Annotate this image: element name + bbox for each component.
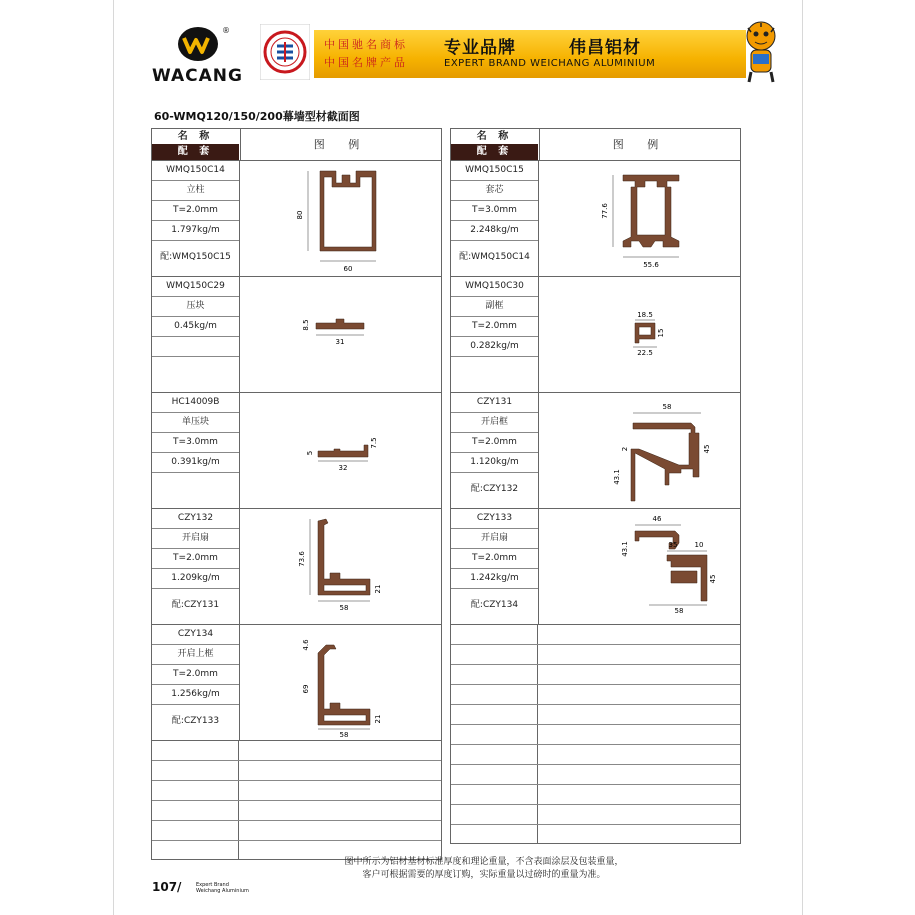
profile-row bbox=[152, 625, 441, 741]
profile-thickness: T=2.0mm bbox=[152, 549, 239, 569]
dim-label: 21 bbox=[374, 584, 382, 594]
empty-row bbox=[451, 825, 740, 843]
header-name: 名 称 bbox=[177, 131, 214, 142]
profile-figure bbox=[240, 277, 441, 392]
footnote-line2: 客户可根据需要的厚度订购，实际重量以过磅时的重量为准。 bbox=[362, 870, 606, 880]
profile-weight: 2.248kg/m bbox=[451, 221, 538, 241]
profile-type: 单压块 bbox=[152, 413, 239, 433]
dim-label: 45 bbox=[709, 574, 717, 584]
tiger-mascot-icon bbox=[736, 18, 786, 84]
dim-label: 73.6 bbox=[298, 551, 306, 567]
profile-figure bbox=[539, 393, 740, 508]
empty-row bbox=[152, 781, 441, 801]
profile-weight: 1.209kg/m bbox=[152, 569, 239, 589]
dim-label: 69 bbox=[302, 684, 310, 694]
empty-row bbox=[451, 725, 740, 745]
dim-label: 31 bbox=[335, 338, 345, 346]
dim-label: 22.5 bbox=[637, 349, 653, 357]
dim-label: 43.1 bbox=[621, 541, 629, 557]
profile-thickness: T=2.0mm bbox=[152, 201, 239, 221]
dim-label: 21 bbox=[374, 714, 382, 724]
profile-type: 开启上框 bbox=[152, 645, 239, 665]
profile-shape bbox=[318, 645, 370, 725]
dim-label: 18.5 bbox=[637, 311, 653, 319]
empty-row bbox=[451, 745, 740, 765]
dim-label: 58 bbox=[339, 604, 349, 612]
dim-label: 35 bbox=[668, 541, 678, 549]
profile-match: 配:CZY131 bbox=[171, 600, 220, 610]
profile-weight: 1.120kg/m bbox=[451, 453, 538, 473]
dim-label: 4.6 bbox=[302, 639, 310, 651]
header-figure: 图 例 bbox=[240, 129, 442, 160]
banner-cn-line1: 中国驰名商标 bbox=[324, 38, 408, 51]
dim-label: 43.1 bbox=[613, 469, 621, 485]
profile-figure bbox=[539, 277, 740, 392]
empty-row bbox=[451, 705, 740, 725]
profile-match bbox=[152, 357, 239, 390]
profile-match: 配:WMQ150C14 bbox=[459, 252, 530, 262]
profile-code: WMQ150C14 bbox=[152, 161, 239, 181]
profile-shape bbox=[635, 323, 655, 343]
profile-thickness: T=2.0mm bbox=[451, 317, 538, 337]
profile-shape bbox=[318, 445, 368, 457]
empty-row bbox=[451, 665, 740, 685]
profile-figure bbox=[539, 509, 740, 624]
profile-figure bbox=[240, 625, 441, 740]
dim-label: 58 bbox=[662, 403, 672, 411]
profile-code: CZY131 bbox=[451, 393, 538, 413]
profile-match: 配:WMQ150C15 bbox=[160, 252, 231, 262]
profile-weight: 0.45kg/m bbox=[152, 317, 239, 337]
table-header bbox=[451, 129, 740, 161]
profile-thickness: T=2.0mm bbox=[152, 665, 239, 685]
profile-code: CZY132 bbox=[152, 509, 239, 529]
profile-weight: 0.282kg/m bbox=[451, 337, 538, 357]
dim-label: 46 bbox=[652, 515, 662, 523]
profile-weight: 1.242kg/m bbox=[451, 569, 538, 589]
dim-label: 45 bbox=[703, 444, 711, 454]
page-sub-line1: Expert Brand bbox=[196, 882, 229, 888]
profile-type: 立柱 bbox=[152, 181, 239, 201]
profile-code: WMQ150C29 bbox=[152, 277, 239, 297]
banner-brand: 伟昌铝材 bbox=[569, 38, 641, 58]
dim-label: 8.5 bbox=[302, 319, 310, 331]
dim-label: 32 bbox=[338, 464, 348, 472]
profile-weight: 1.797kg/m bbox=[152, 221, 239, 241]
table-header bbox=[152, 129, 441, 161]
profile-shape bbox=[623, 175, 679, 247]
dim-label: 60 bbox=[343, 265, 353, 273]
empty-row bbox=[451, 685, 740, 705]
profile-figure bbox=[539, 161, 740, 276]
profile-row bbox=[152, 393, 441, 509]
profile-type: 副框 bbox=[451, 297, 538, 317]
profile-code: CZY133 bbox=[451, 509, 538, 529]
dim-label: 77.6 bbox=[601, 203, 609, 219]
header-match: 配 套 bbox=[152, 144, 239, 160]
profile-match: 配:CZY132 bbox=[470, 484, 519, 494]
profile-code: CZY134 bbox=[152, 625, 239, 645]
page-title: 60-WMQ120/150/200幕墙型材截面图 bbox=[154, 110, 360, 123]
profile-code: HC14009B bbox=[152, 393, 239, 413]
profile-type: 压块 bbox=[152, 297, 239, 317]
profile-shape bbox=[631, 423, 699, 501]
header-name: 名 称 bbox=[476, 131, 513, 142]
profile-thickness: T=2.0mm bbox=[451, 433, 538, 453]
dim-label: 58 bbox=[339, 731, 349, 739]
empty-row bbox=[152, 761, 441, 781]
banner-slogan: 专业品牌 bbox=[444, 38, 516, 58]
profile-shape bbox=[316, 319, 364, 329]
footnote-line1: 图中所示为铝材基材标准厚度和理论重量，不含表面涂层及包装重量， bbox=[344, 857, 624, 867]
dim-label: 55.6 bbox=[643, 261, 659, 269]
profile-match bbox=[152, 473, 239, 506]
page-number bbox=[152, 880, 249, 894]
catalog-page bbox=[113, 0, 803, 915]
profile-shape bbox=[320, 171, 376, 251]
profile-type: 开启框 bbox=[451, 413, 538, 433]
brand-banner bbox=[314, 30, 746, 78]
logo-text: WACANG bbox=[152, 66, 243, 86]
dim-label: 5 bbox=[306, 450, 314, 456]
banner-cn-line2: 中国名牌产品 bbox=[324, 56, 408, 69]
profile-figure bbox=[240, 161, 441, 276]
profile-shape bbox=[318, 519, 370, 595]
banner-en-line: EXPERT BRAND WEICHANG ALUMINIUM bbox=[444, 58, 656, 69]
wacang-logo bbox=[152, 26, 242, 86]
empty-row bbox=[152, 801, 441, 821]
profile-type: 开启扇 bbox=[451, 529, 538, 549]
profile-thickness: T=3.0mm bbox=[451, 201, 538, 221]
profile-row bbox=[451, 393, 740, 509]
profile-match: 配:CZY134 bbox=[470, 600, 519, 610]
profile-weight: 1.256kg/m bbox=[152, 685, 239, 705]
dim-label: 7.5 bbox=[370, 437, 378, 449]
dim-label: 2 bbox=[621, 446, 629, 452]
profile-row bbox=[152, 509, 441, 625]
page-number-sub bbox=[196, 882, 256, 894]
footnote bbox=[254, 856, 714, 882]
dim-label: 10 bbox=[694, 541, 704, 549]
wacang-logo-icon bbox=[176, 26, 220, 62]
empty-row bbox=[451, 625, 740, 645]
profile-figure bbox=[240, 393, 441, 508]
profile-type: 套芯 bbox=[451, 181, 538, 201]
profile-match: 配:CZY133 bbox=[171, 716, 220, 726]
page-number-text: 107/ bbox=[152, 880, 182, 894]
dim-label: 15 bbox=[657, 328, 665, 338]
profile-row bbox=[152, 161, 441, 277]
profile-row bbox=[451, 277, 740, 393]
profile-row bbox=[451, 509, 740, 625]
profile-thickness: T=2.0mm bbox=[451, 549, 538, 569]
empty-row bbox=[152, 741, 441, 761]
dim-label: 58 bbox=[674, 607, 684, 615]
profile-weight: 0.391kg/m bbox=[152, 453, 239, 473]
empty-row bbox=[451, 645, 740, 665]
profile-empty-cell bbox=[152, 337, 239, 357]
empty-row bbox=[451, 785, 740, 805]
profile-row bbox=[152, 277, 441, 393]
page-header bbox=[114, 18, 804, 88]
page-sub-line2: Weichang Aluminium bbox=[196, 888, 249, 894]
profile-code: WMQ150C30 bbox=[451, 277, 538, 297]
profile-figure bbox=[240, 509, 441, 624]
profile-row bbox=[451, 161, 740, 277]
brand-seal-icon bbox=[260, 24, 310, 80]
profile-type: 开启扇 bbox=[152, 529, 239, 549]
header-match: 配 套 bbox=[451, 144, 538, 160]
registered-mark: ® bbox=[222, 26, 230, 35]
profile-code: WMQ150C15 bbox=[451, 161, 538, 181]
profile-table-right bbox=[450, 128, 741, 844]
profile-table-left bbox=[151, 128, 442, 860]
profile-match bbox=[451, 357, 538, 390]
header-figure: 图 例 bbox=[539, 129, 741, 160]
profile-shape bbox=[667, 555, 707, 601]
profile-thickness: T=3.0mm bbox=[152, 433, 239, 453]
empty-row bbox=[451, 765, 740, 785]
dim-label: 80 bbox=[296, 210, 304, 220]
empty-row bbox=[451, 805, 740, 825]
empty-row bbox=[152, 821, 441, 841]
